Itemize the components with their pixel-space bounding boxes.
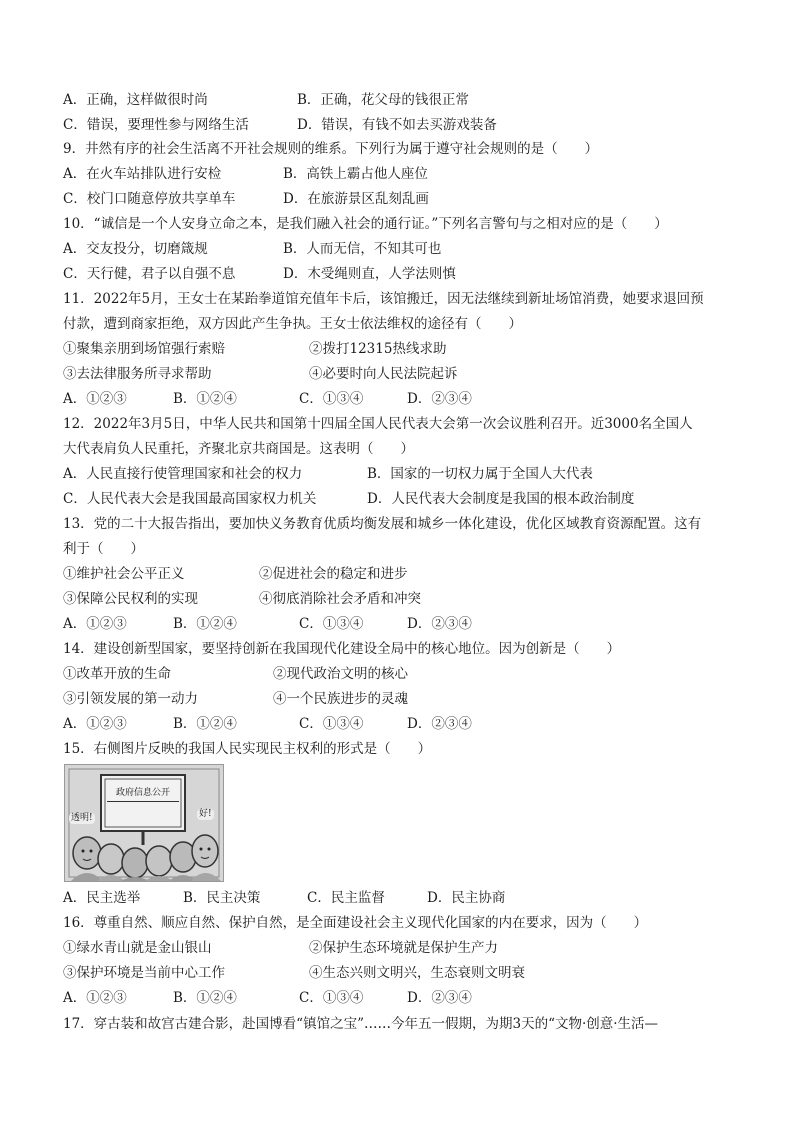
q9-option-d: D．在旅游景区乱刻乱画 [283,191,429,207]
q12-option-c: C．人民代表大会是我国最高国家权力机关 [63,491,317,507]
q16-item-2: ②保护生态环境就是保护生产力 [309,940,498,956]
q10-option-d: D．木受绳则直，人学法则慎 [283,266,456,282]
q15-cartoon-figure [64,764,224,882]
q10-stem: 10．“诚信是一个人安身立命之本，是我们融入社会的通行证。”下列名言警句与之相对应的是（ ） [63,216,668,232]
q15-choice-a: A．民主选举 [63,890,141,906]
q9-option-a: A．在火车站排队进行安检 [63,166,222,182]
q16-item-1: ①绿水青山就是金山银山 [63,940,212,956]
q14-choice-a: A．①②③ [63,716,127,732]
figure-right-bubble: 好! [199,809,212,819]
q10-option-b: B．人而无信，不知其可也 [283,241,442,257]
q8-option-c: C．错误，要理性参与网络生活 [63,117,249,133]
q11-choice-c: C．①③④ [299,391,364,407]
q11-choice-d: D．②③④ [407,391,472,407]
q14-choice-b: B．①②④ [173,716,237,732]
figure-left-bubble: 透明! [71,813,93,823]
q13-choice-c: C．①③④ [299,616,364,632]
q11-item-3: ③去法律服务所寻求帮助 [63,366,212,382]
q10-option-a: A．交友投分，切磨箴规 [63,241,208,257]
q13-choice-a: A．①②③ [63,616,127,632]
q16-stem: 16．尊重自然、顺应自然、保护自然，是全面建设社会主义现代化国家的内在要求，因为（ ） [63,915,648,931]
q13-item-4: ④彻底消除社会矛盾和冲突 [259,591,421,607]
q16-choice-a: A．①②③ [63,990,127,1006]
q14-item-2: ②现代政治文明的核心 [273,666,408,682]
q11-item-1: ①聚集亲朋到场馆强行索赔 [63,341,225,357]
q15-choice-c: C．民主监督 [307,890,385,906]
q16-item-4: ④生态兴则文明兴，生态衰则文明衰 [309,965,525,981]
q12-option-d: D．人民代表大会制度是我国的根本政治制度 [367,491,635,507]
q14-item-4: ④一个民族进步的灵魂 [273,691,408,707]
q9-option-b: B．高铁上霸占他人座位 [283,166,428,182]
q16-choice-d: D．②③④ [407,990,472,1006]
q9-stem: 9．井然有序的社会生活离不开社会规则的维系。下列行为属于遵守社会规则的是（ ） [63,141,599,157]
q15-choice-b: B．民主决策 [183,890,261,906]
figure-sign-text: 政府信息公开 [107,787,179,802]
q11-stem-line2: 付款，遭到商家拒绝，双方因此产生争执。王女士依法维权的途径有（ ） [63,316,522,332]
q8-option-b: B．正确，花父母的钱很正常 [297,92,469,108]
q14-choice-d: D．②③④ [407,716,472,732]
q16-choice-c: C．①③④ [299,990,364,1006]
q14-stem: 14．建设创新型国家，要坚持创新在我国现代化建设全局中的核心地位。因为创新是（ ） [63,641,621,657]
q11-item-2: ②拨打12315热线求助 [309,341,447,357]
q10-option-c: C．天行健，君子以自强不息 [63,266,236,282]
q11-item-4: ④必要时向人民法院起诉 [309,366,458,382]
q15-choice-d: D．民主协商 [427,890,506,906]
q13-item-3: ③保障公民权利的实现 [63,591,198,607]
q14-item-3: ③引领发展的第一动力 [63,691,198,707]
q17-stem: 17．穿古装和故宫古建合影，赴国博看“镇馆之宝”……今年五一假期，为期3天的“文物·创意·生活— [63,1016,659,1032]
q16-item-3: ③保护环境是当前中心工作 [63,965,225,981]
q11-choice-a: A．①②③ [63,391,127,407]
q11-choice-b: B．①②④ [173,391,237,407]
q12-stem-line2: 大代表肩负人民重托，齐聚北京共商国是。这表明（ ） [63,441,414,457]
q13-item-1: ①维护社会公平正义 [63,566,185,582]
q12-option-b: B．国家的一切权力属于全国人大代表 [367,466,593,482]
q14-item-1: ①改革开放的生命 [63,666,171,682]
q12-option-a: A．人民直接行使管理国家和社会的权力 [63,466,303,482]
q14-choice-c: C．①③④ [299,716,364,732]
q13-item-2: ②促进社会的稳定和进步 [259,566,408,582]
q13-stem-line2: 利于（ ） [63,541,144,557]
q8-option-a: A．正确，这样做很时尚 [63,92,208,108]
q13-choice-d: D．②③④ [407,616,472,632]
q12-stem-line1: 12．2022年3月5日，中华人民共和国第十四届全国人民代表大会第一次会议胜利召开。近3000名全国人 [63,416,693,432]
q8-option-d: D．错误，有钱不如去买游戏装备 [297,117,497,133]
q16-choice-b: B．①②④ [173,990,237,1006]
q9-option-c: C．校门口随意停放共享单车 [63,191,236,207]
q13-choice-b: B．①②④ [173,616,237,632]
q11-stem-line1: 11．2022年5月，王女士在某跆拳道馆充值年卡后，该馆搬迁，因无法继续到新址场馆消费，她要求退回预 [63,291,704,307]
q13-stem-line1: 13．党的二十大报告指出，要加快义务教育优质均衡发展和城乡一体化建设，优化区域教育资源配置。这有 [63,516,702,532]
q15-stem: 15．右侧图片反映的我国人民实现民主权利的形式是（ ） [63,741,432,757]
